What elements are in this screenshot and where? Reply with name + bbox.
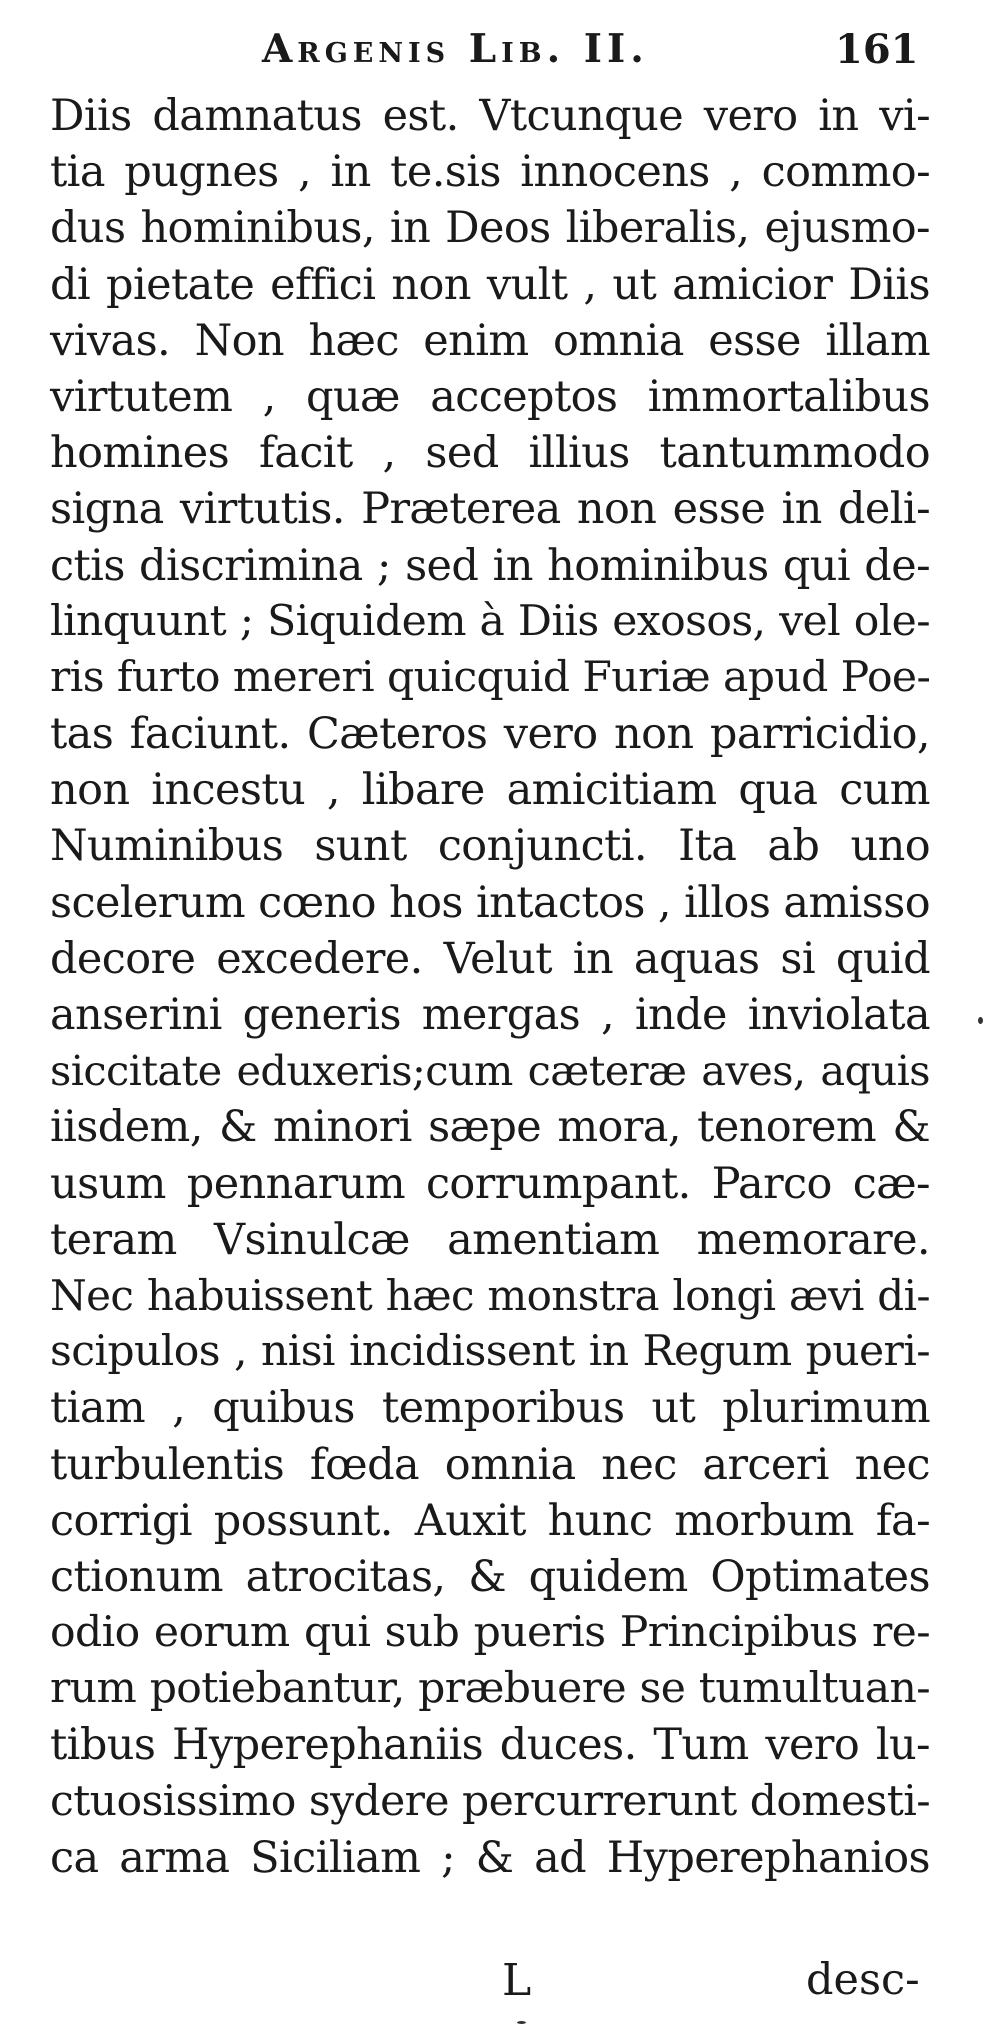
text-line: scelerum cœno hos intactos , illos amisso [50, 877, 930, 928]
text-line: linquunt ; Siquidem à Diis exosos, vel ole- [50, 596, 930, 646]
text-line: odio eorum qui sub pueris Principibus re- [50, 1608, 930, 1658]
text-line: ctuosissimo sydere percurrerunt domesti- [50, 1776, 930, 1826]
text-line: di pietate effici non vult , ut amicior Diis [50, 259, 930, 310]
text-line: teram Vsinulcæ amentiam memorare. [50, 1214, 930, 1265]
text-line: turbulentis fœda omnia nec arceri nec [50, 1439, 930, 1490]
text-line: Numinibus sunt conjuncti. Ita ab uno [50, 821, 930, 872]
text-line: tibus Hyperephaniis duces. Tum vero lu- [50, 1720, 930, 1771]
text-line: homines facit , sed illius tantummodo [50, 428, 930, 479]
text-line: anserini generis mergas , inde inviolata [50, 990, 930, 1040]
text-line: signa virtutis. Præterea non esse in deli- [50, 484, 930, 535]
text-line: ris furto mereri quicquid Furiæ apud Poe- [50, 652, 931, 702]
text-line: Diis damnatus est. Vtcunque vero in vi- [50, 91, 930, 141]
signature-mark: L [502, 1955, 532, 2006]
text-line: non incestu , libare amicitiam qua cum [50, 765, 930, 816]
body-text [50, 88, 930, 1886]
text-line: ctis discrimina ; sed in hominibus qui de- [50, 540, 930, 591]
text-line: iisdem, & minori sæpe mora, tenorem & [50, 1102, 930, 1153]
text-line: dus hominibus, in Deos liberalis, ejusmo- [50, 203, 930, 254]
ink-speck [517, 2021, 526, 2024]
text-line: decore excedere. Velut in aquas si quid [50, 933, 930, 984]
text-line: corrigi possunt. Auxit hunc morbum fa- [50, 1495, 930, 1546]
text-line: scipulos , nisi incidissent in Regum pueri- [50, 1327, 930, 1377]
running-head: Argenis Lib. II. [262, 26, 649, 72]
text-line: ca arma Siciliam ; & ad Hyperephanios [50, 1832, 930, 1883]
text-line: tas faciunt. Cæteros vero non parricidio, [50, 709, 930, 760]
text-line: vivas. Non hæc enim omnia esse illam [50, 315, 930, 366]
text-line: rum potiebantur, præbuere se tumultuan- [50, 1664, 930, 1714]
text-line: virtutem , quæ acceptos immortalibus [50, 371, 930, 422]
page-footer [0, 1955, 1000, 2025]
page-number: 161 [835, 26, 919, 73]
catchword: desc- [806, 1955, 920, 2005]
text-line: usum pennarum corrumpant. Parco cæ- [50, 1158, 930, 1209]
ink-speck [978, 1017, 983, 1024]
text-line: siccitate eduxeris;cum cæteræ aves, aquis [50, 1046, 930, 1096]
text-line: tia pugnes , in te.sis innocens , commo- [50, 147, 930, 198]
text-line: Nec habuissent hæc monstra longi ævi di- [50, 1270, 930, 1320]
text-line: ctionum atrocitas, & quidem Optimates [50, 1551, 930, 1602]
page-header [0, 18, 1000, 78]
text-line: tiam , quibus temporibus ut plurimum [50, 1383, 930, 1434]
